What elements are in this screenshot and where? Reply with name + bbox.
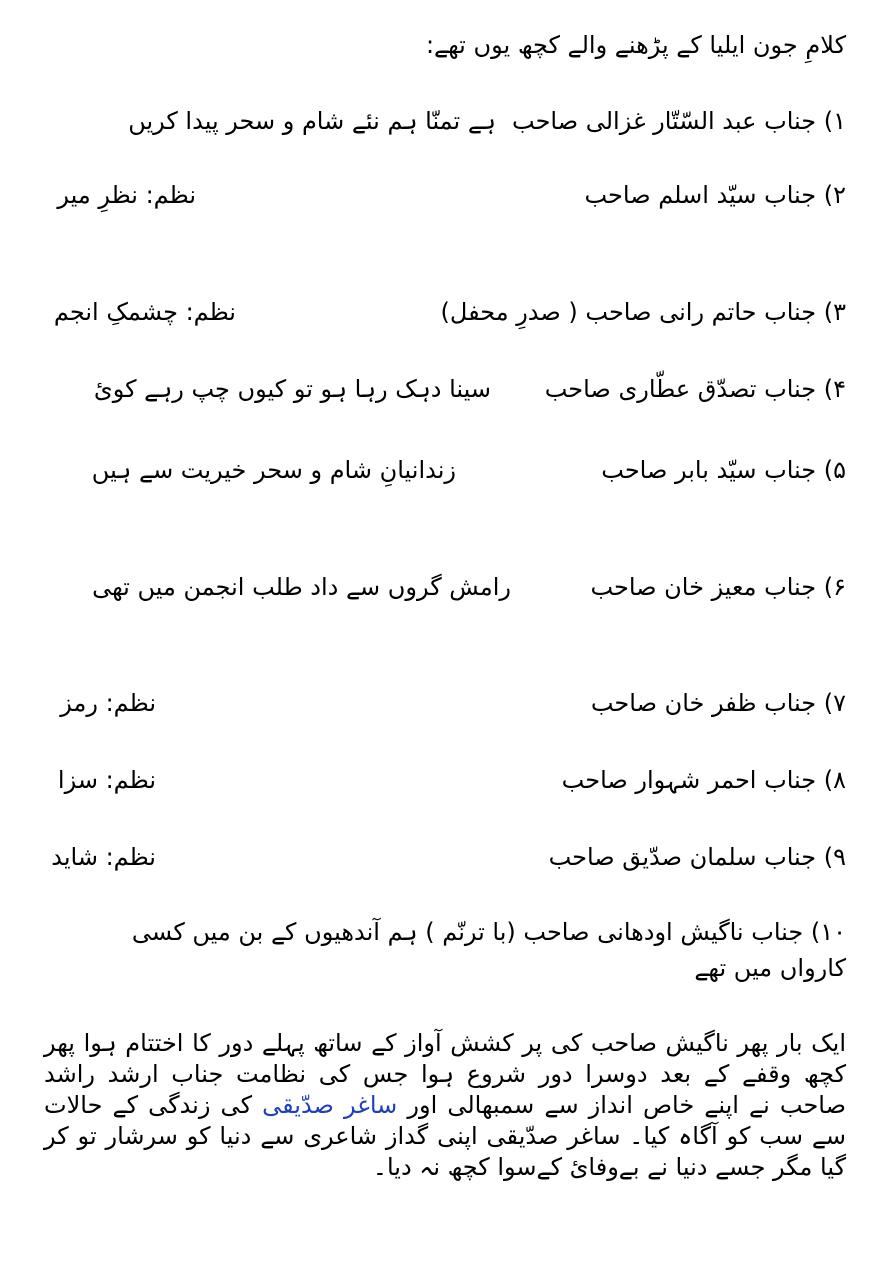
- reader-3-label: جناب حاتم رانی صاحب ( صدرِ محفل): [440, 298, 817, 326]
- reader-9-name: [549, 840, 846, 874]
- reader-1-name: [512, 104, 846, 138]
- page-heading: کلامِ جون ایلیا کے پڑھنے والے کچھ یوں تھے:: [425, 31, 846, 59]
- reader-9-work: نظم: شاید: [51, 843, 156, 871]
- reader-7-number: ۷): [823, 689, 846, 717]
- reader-8-name: [562, 763, 846, 797]
- reader-6-work: رامش گروں سے داد طلب انجمن میں تھی: [92, 573, 511, 601]
- reader-5-number: ۵): [823, 456, 846, 484]
- reader-4-name: [545, 372, 846, 406]
- reader-8-work: نظم: سزا: [57, 766, 156, 794]
- reader-2-name: [584, 178, 846, 212]
- reader-10-line-2: کارواں میں تھے: [694, 954, 846, 982]
- reader-8-label: جناب احمر شہوار صاحب: [561, 766, 817, 794]
- reader-1-work: ہے تمنّا ہم نئے شام و سحر پیدا کریں: [128, 107, 496, 135]
- closing-text-after-link: کی زندگی کے حالات سے سب کو آگاہ کیا۔ ساغر صدّیقی اپنی گداز شاعری سے دنیا کو سرشار تو کر گیا مگر جسے دنیا نے بےوفائ کےسوا کچھ نہ دیا۔: [44, 1091, 846, 1181]
- reader-10-line-1: ۱۰) جناب ناگیش اودھانی صاحب (با ترنّم ) ہم آندھیوں کے بن میں کسی: [131, 918, 846, 946]
- reader-7-work: نظم: رمز: [60, 689, 156, 717]
- closing-text-before-link: ایک بار پھر ناگیش صاحب کی پر کشش آواز کے ساتھ پہلے دور کا اختتام ہوا پھر کچھ وقفے کے بعد دوسرا دور شروع ہوا جس کی نظامت جناب ارشد راشد صاحب نے اپنے خاص انداز سے سمبھالی اور: [44, 1029, 846, 1119]
- reader-6-label: جناب معیز خان صاحب: [590, 573, 817, 601]
- reader-1-number: ۱): [823, 107, 846, 135]
- closing-paragraph: [44, 1028, 846, 1183]
- sagar-siddiqui-link[interactable]: ساغر صدّیقی: [262, 1091, 398, 1119]
- reader-4-label: جناب تصدّق عطّاری صاحب: [544, 375, 817, 403]
- reader-9-label: جناب سلمان صدّیق صاحب: [548, 843, 817, 871]
- reader-5-name: [601, 453, 846, 487]
- reader-5-label: جناب سیّد بابر صاحب: [601, 456, 817, 484]
- reader-6-number: ۶): [823, 573, 846, 601]
- reader-2-label: جناب سیّد اسلم صاحب: [584, 181, 817, 209]
- reader-7-label: جناب ظفر خان صاحب: [590, 689, 817, 717]
- reader-8-number: ۸): [823, 766, 846, 794]
- reader-3-name: [441, 295, 846, 329]
- reader-4-work: سینا دہک رہا ہو تو کیوں چپ رہے کوئ: [93, 375, 491, 403]
- reader-2-number: ۲): [823, 181, 846, 209]
- reader-6-name: [590, 570, 846, 604]
- reader-1-label: جناب عبد السّتّار غزالی صاحب: [512, 107, 817, 135]
- reader-5-work: زندانیانِ شام و سحر خیریت سے ہیں: [91, 456, 456, 484]
- reader-2-work: نظم: نظرِ میر: [57, 181, 196, 209]
- reader-3-work: نظم: چشمکِ انجم: [53, 298, 236, 326]
- reader-3-number: ۳): [823, 298, 846, 326]
- reader-4-number: ۴): [823, 375, 846, 403]
- reader-9-number: ۹): [823, 843, 846, 871]
- reader-7-name: [591, 686, 846, 720]
